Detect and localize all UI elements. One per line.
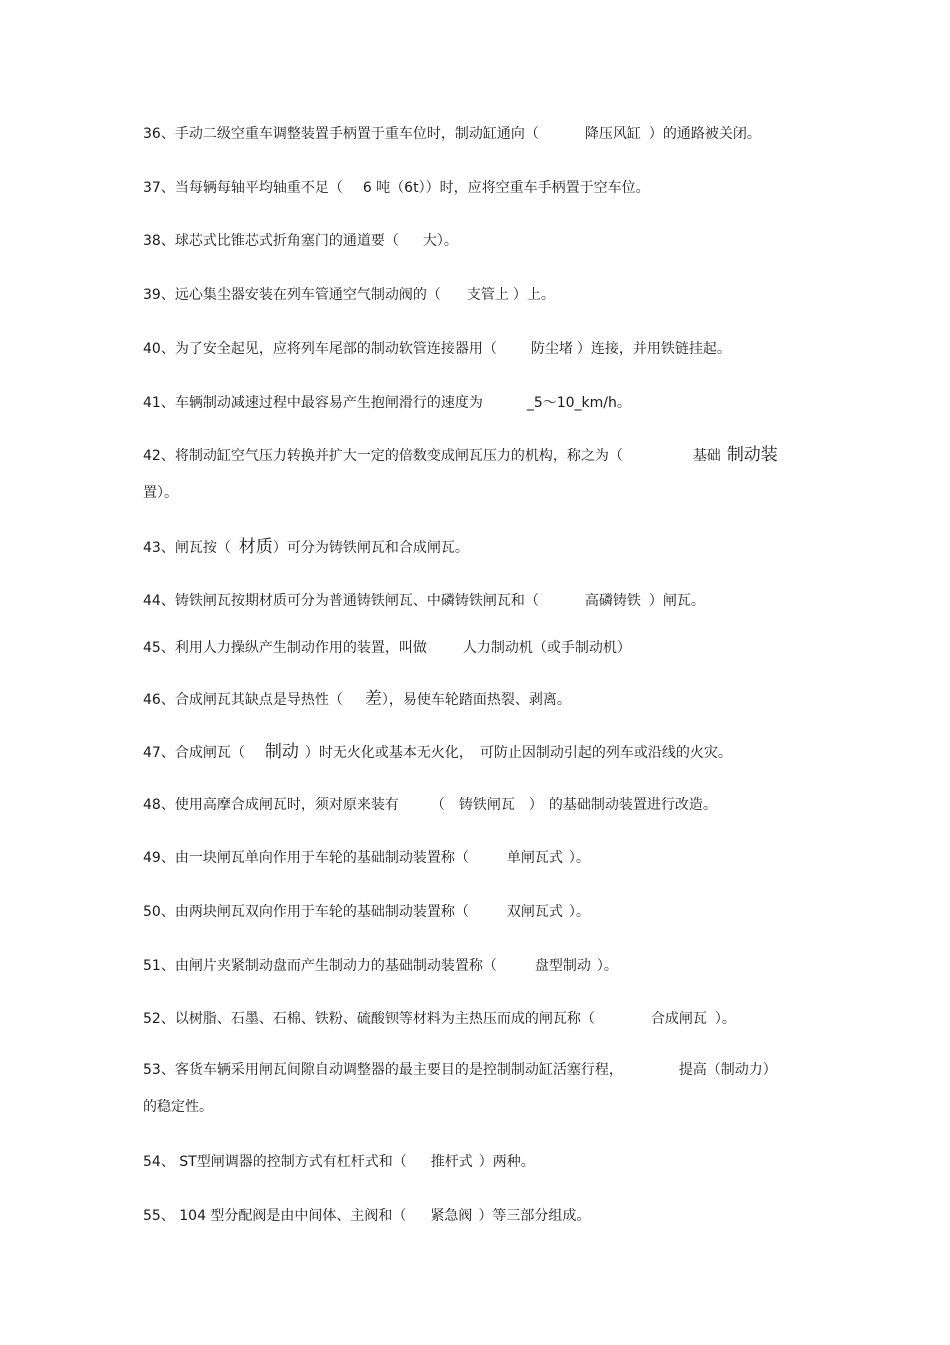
question-text: 49、由一块闸瓦单向作用于车轮的基础制动装置称（ [143, 850, 469, 866]
answer: 防尘堵 [530, 341, 573, 357]
question-text: 36、手动二级空重车调整装置手柄置于重车位时，制动缸通向（ [143, 126, 539, 142]
question-text: 46、合成闸瓦其缺点是导热性（ [143, 692, 343, 708]
question-text: ）。 [714, 1011, 736, 1027]
question-40 [143, 339, 813, 359]
question-text: ）连接，并用铁链挂起。 [576, 341, 731, 357]
question-46 [143, 689, 813, 710]
answer: 大 [422, 233, 437, 249]
question-text: ）的通路被关闭。 [648, 126, 761, 142]
question-48 [143, 795, 813, 815]
question-text: 50、由两块闸瓦双向作用于车轮的基础制动装置称（ [143, 904, 469, 920]
question-text: 38、球芯式比锥芯式折角塞门的通道要（ [143, 233, 399, 249]
answer: 降压风缸 [584, 126, 641, 142]
answer: 推杆式 [430, 1154, 473, 1170]
answer: 高磷铸铁 [584, 593, 641, 609]
question-text: 40、为了安全起见，应将列车尾部的制动软管连接器用（ [143, 341, 497, 357]
answer: 紧急阀 [430, 1208, 473, 1224]
question-text: ）闸瓦。 [648, 593, 705, 609]
question-text: 51、由闸片夹紧制动盘而产生制动力的基础制动装置称（ [143, 958, 497, 974]
answer: 基础 [692, 448, 721, 464]
answer: 单闸瓦式 [506, 850, 563, 866]
question-52 [143, 1009, 813, 1029]
question-text: ）。 [596, 958, 618, 974]
question-53 [143, 1052, 813, 1126]
question-text: 53、客货车辆采用闸瓦间隙自动调整器的最主要目的是控制制动缸活塞行程， [143, 1062, 623, 1078]
question-38 [143, 231, 813, 251]
question-text: 置）。 [143, 485, 178, 501]
question-39 [143, 285, 813, 305]
question-45 [143, 638, 813, 658]
question-text: 54、 ST型闸调器的控制方式有杠杆式和（ [143, 1154, 407, 1170]
question-50 [143, 902, 813, 922]
question-37 [143, 178, 813, 198]
question-41 [143, 393, 813, 413]
question-55 [143, 1206, 813, 1226]
answer: 提高（制动力） [678, 1062, 777, 1078]
question-51 [143, 956, 813, 976]
answer: 人力制动机（或手制动机） [462, 640, 631, 656]
question-text: 37、当每辆每轴平均轴重不足（ [143, 180, 343, 196]
question-text: ）可分为铸铁闸瓦和合成闸瓦。 [272, 540, 469, 556]
question-text: ），易使车轮踏面热裂、剥离。 [381, 692, 571, 708]
question-text: 的基础制动装置进行改造。 [548, 797, 717, 813]
question-text: ）两种。 [478, 1154, 535, 1170]
question-text: ）时无火化或基本无火化， 可防止因制动引起的列车或沿线的火灾。 [304, 745, 732, 761]
answer: 盘型制动 [534, 958, 591, 974]
question-text: 的稳定性。 [143, 1099, 213, 1115]
question-42 [143, 437, 813, 512]
question-43 [143, 537, 813, 558]
question-text: 。 [616, 395, 631, 411]
question-text: 时，应将空重车手柄置于空车位。 [439, 180, 650, 196]
answer: 材质 [238, 537, 273, 557]
answer: 制动 [264, 742, 299, 762]
question-text: 41、车辆制动减速过程中最容易产生抱闸滑行的速度为 [143, 395, 483, 411]
question-49 [143, 848, 813, 868]
answer: 支管上 [466, 287, 509, 303]
question-text: 55、 104 型分配阀是由中间体、主阀和（ [143, 1208, 407, 1224]
question-text: ）。 [568, 904, 590, 920]
question-text: 52、以树脂、石墨、石棉、铁粉、硫酸钡等材料为主热压而成的闸瓦称（ [143, 1011, 595, 1027]
question-44 [143, 591, 813, 611]
question-text: 39、远心集尘器安装在列车管通空气制动阀的（ [143, 287, 441, 303]
question-text: ）。 [568, 850, 590, 866]
question-text: 44、铸铁闸瓦按期材质可分为普通铸铁闸瓦、中磷铸铁闸瓦和（ [143, 593, 539, 609]
answer: 合成闸瓦 [650, 1011, 707, 1027]
question-text: 43、闸瓦按（ [143, 540, 231, 556]
answer: 制动装 [726, 445, 778, 465]
question-text: 48、使用高摩合成闸瓦时，须对原来装有 [143, 797, 399, 813]
answer: 双闸瓦式 [506, 904, 563, 920]
question-text: 47、合成闸瓦（ [143, 745, 245, 761]
question-text: ）等三部分组成。 [478, 1208, 591, 1224]
question-47 [143, 742, 813, 763]
question-36 [143, 124, 813, 144]
answer: 6 吨（6t）） [362, 180, 440, 196]
question-text: 42、将制动缸空气压力转换并扩大一定的倍数变成闸瓦压力的机构，称之为（ [143, 448, 623, 464]
question-text: ）。 [436, 233, 458, 249]
answer: 差 [364, 689, 382, 709]
question-54 [143, 1152, 813, 1172]
question-text: 45、利用人力操纵产生制动作用的装置，叫做 [143, 640, 427, 656]
answer: _5～10_km/h [526, 395, 617, 411]
answer: （ 铸铁闸瓦 ） [430, 797, 543, 813]
question-text: ）上。 [512, 287, 555, 303]
